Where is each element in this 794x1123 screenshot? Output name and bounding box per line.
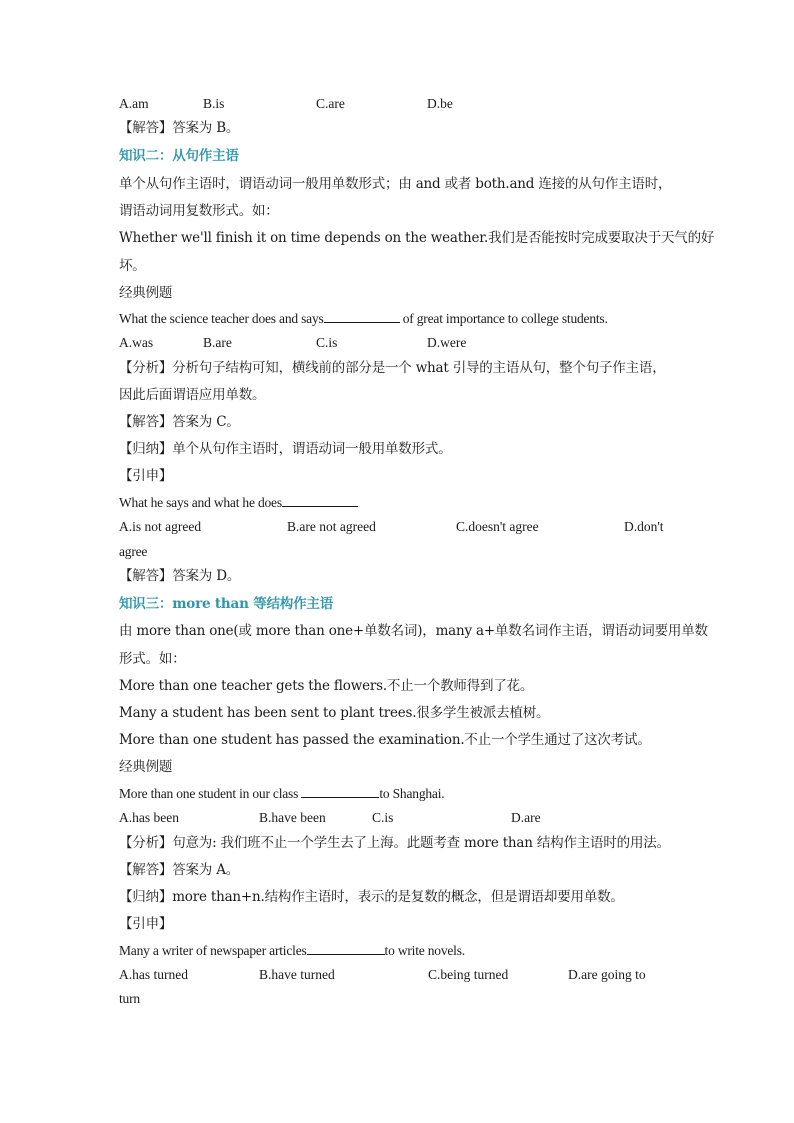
question-text: What he says and what he does: [119, 495, 282, 510]
analysis-text: 因此后面谓语应用单数。: [119, 387, 266, 403]
option-a: A.has turned: [119, 967, 188, 982]
option-a: A.is not agreed: [119, 519, 202, 534]
section-heading: 知识二：从句作主语: [119, 148, 239, 164]
rule-text: 形式。如：: [119, 651, 186, 667]
option-b: B.have turned: [259, 967, 335, 982]
option-c: C.doesn't agree: [456, 519, 539, 534]
extend-label: 【引申】: [119, 468, 173, 484]
answer-line: 【解答】答案为 C。: [119, 414, 240, 430]
example-sentence: Many a student has been sent to plant trees.很多学生被派去植树。: [119, 705, 550, 721]
question-line: [119, 785, 444, 803]
option-b: B.is: [203, 96, 225, 111]
classic-example-label: 经典例题: [119, 285, 173, 301]
option-a: A.has been: [119, 810, 179, 825]
option-wrap: agree: [119, 544, 148, 559]
answer-blank: [307, 942, 385, 955]
answer-line: 【解答】答案为 D。: [119, 568, 241, 584]
option-b: B.have been: [259, 810, 326, 825]
option-b: B.are: [203, 335, 232, 350]
option-a: A.am: [119, 96, 149, 111]
option-b: B.are not agreed: [287, 519, 376, 534]
option-d: D.be: [427, 96, 453, 111]
option-c: C.is: [372, 810, 394, 825]
example-sentence: More than one teacher gets the flowers.不止一个教师得到了花。: [119, 678, 534, 694]
question-text: of great importance to college students.: [399, 311, 608, 326]
question-line: [119, 310, 608, 328]
section-heading: 知识三：more than 等结构作主语: [119, 596, 334, 612]
answer-blank: [301, 785, 379, 798]
option-c: C.is: [316, 335, 338, 350]
rule-text: 由 more than one(或 more than one+单数名词)，many a+单数名词作主语，谓语动词要用单数: [119, 623, 708, 639]
question-text: to Shanghai.: [379, 786, 445, 801]
answer-blank: [282, 494, 358, 507]
answer-blank: [324, 310, 400, 323]
rule-text: 谓语动词用复数形式。如：: [119, 203, 279, 219]
option-d: D.don't: [624, 519, 664, 534]
example-sentence: More than one student has passed the examination.不止一个学生通过了这次考试。: [119, 732, 651, 748]
question-line: [119, 494, 358, 512]
example-sentence: Whether we'll finish it on time depends on the weather.我们是否能按时完成要取决于天气的好: [119, 230, 715, 246]
summary-text: 【归纳】more than+n.结构作主语时，表示的是复数的概念，但是谓语却要用单数。: [119, 889, 624, 905]
analysis-text: 【分析】分析句子结构可知，横线前的部分是一个 what 引导的主语从句，整个句子作主语，: [119, 360, 666, 376]
rule-text: 单个从句作主语时，谓语动词一般用单数形式；由 and 或者 both.and 连接的从句作主语时，: [119, 176, 672, 192]
question-text: More than one student in our class: [119, 786, 302, 801]
analysis-text: 【分析】句意为: 我们班不止一个学生去了上海。此题考查 more than 结构作主语时的用法。: [119, 835, 670, 851]
option-c: C.being turned: [428, 967, 509, 982]
option-d: D.are: [511, 810, 541, 825]
summary-text: 【归纳】单个从句作主语时，谓语动词一般用单数形式。: [119, 441, 452, 457]
option-d: D.were: [427, 335, 467, 350]
option-wrap: turn: [119, 991, 140, 1006]
example-sentence: 坏。: [119, 258, 146, 274]
classic-example-label: 经典例题: [119, 759, 173, 775]
extend-label: 【引申】: [119, 916, 173, 932]
option-a: A.was: [119, 335, 154, 350]
answer-line: 【解答】答案为 B。: [119, 120, 240, 136]
question-line: [119, 942, 465, 960]
question-text: What the science teacher does and says: [119, 311, 324, 326]
question-text: Many a writer of newspaper articles: [119, 943, 307, 958]
answer-line: 【解答】答案为 A。: [119, 862, 240, 878]
question-text: to write novels.: [384, 943, 465, 958]
option-d: D.are going to: [568, 967, 646, 982]
option-c: C.are: [316, 96, 345, 111]
